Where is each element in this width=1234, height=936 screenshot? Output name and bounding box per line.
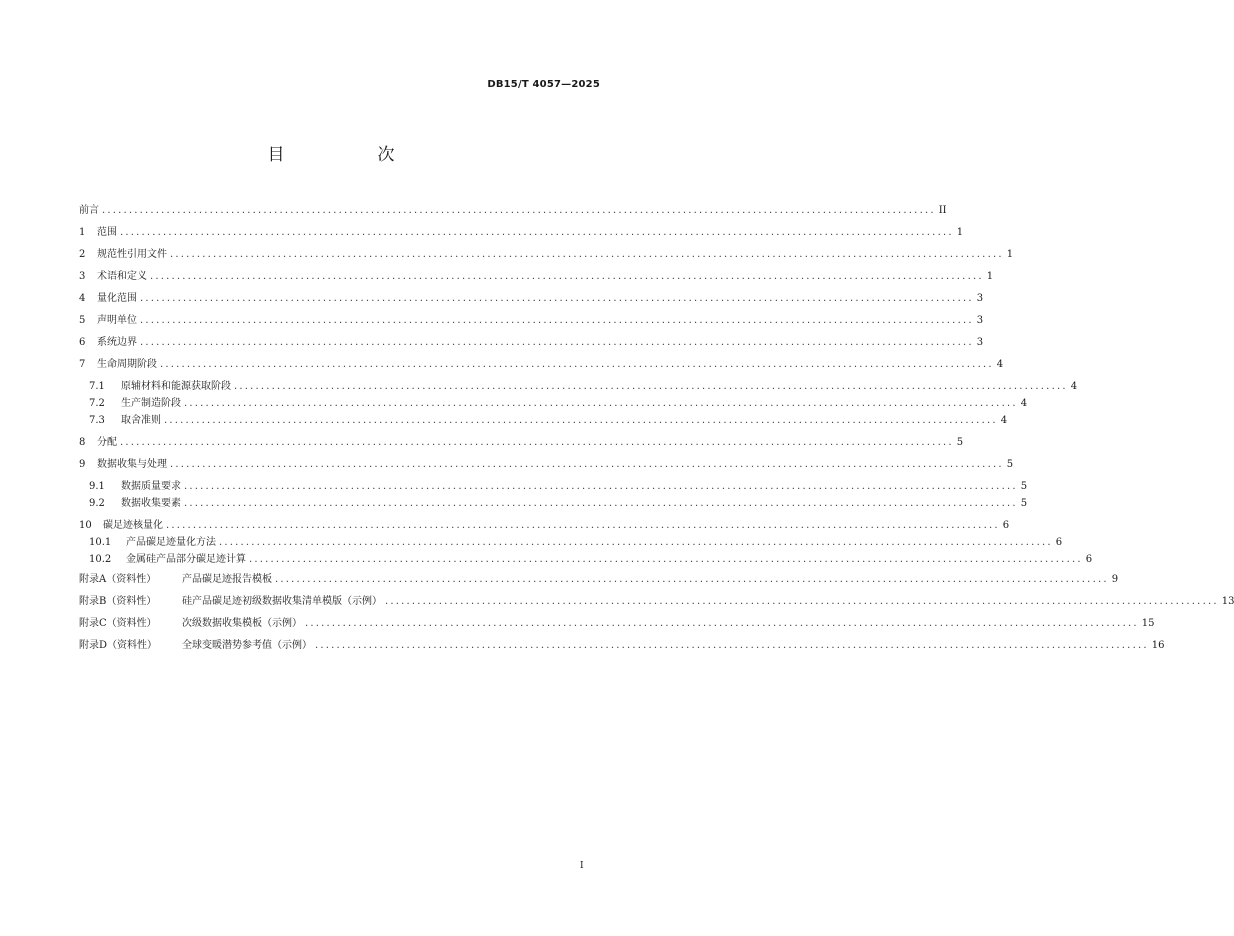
toc-entry-7-1[interactable] bbox=[79, 377, 1078, 394]
toc-leader-dots: ........................................................................................................................................................... bbox=[184, 498, 1018, 509]
toc-entry-9-1[interactable] bbox=[79, 477, 1028, 494]
toc-entry-label: 术语和定义 bbox=[97, 271, 147, 282]
toc-leader-dots: ........................................................................................................................................................... bbox=[120, 437, 954, 448]
toc-entry-label: 前言 bbox=[79, 205, 99, 216]
toc-entry-label: 数据收集要素 bbox=[121, 498, 181, 509]
toc-leader-dots: ........................................................................................................................................................... bbox=[184, 398, 1018, 409]
toc-entry-label: 声明单位 bbox=[97, 315, 137, 326]
toc-leader-dots: ........................................................................................................................................................... bbox=[140, 315, 974, 326]
toc-entry-page: 5 bbox=[1006, 459, 1014, 470]
toc-leader-dots: ........................................................................................................................................................... bbox=[249, 554, 1083, 565]
toc-entry-number: 5 bbox=[79, 315, 86, 326]
toc-entry-label: 分配 bbox=[97, 437, 117, 448]
toc-entry-number: 4 bbox=[79, 293, 86, 304]
toc-entry-page: 4 bbox=[1020, 398, 1028, 409]
toc-leader-dots: ........................................................................................................................................................... bbox=[315, 640, 1149, 651]
toc-entry-number: 2 bbox=[79, 249, 86, 260]
toc-entry-page: 1 bbox=[1006, 249, 1014, 260]
toc-entry-7[interactable] bbox=[79, 355, 1004, 377]
toc-entry-number: 7.2 bbox=[89, 398, 105, 409]
toc-entry-label: 生产制造阶段 bbox=[121, 398, 181, 409]
toc-entry-page: 1 bbox=[986, 271, 994, 282]
toc-entry-page: 16 bbox=[1151, 640, 1165, 651]
toc-entry-label: 数据收集与处理 bbox=[97, 459, 167, 470]
toc-entry-page: 3 bbox=[976, 337, 984, 348]
toc-entry-appendix-a[interactable] bbox=[79, 570, 1119, 592]
toc-entry-page: 15 bbox=[1141, 618, 1155, 629]
toc-entry-10-2[interactable] bbox=[79, 550, 1093, 570]
toc-entry-number: 10.2 bbox=[89, 554, 112, 565]
toc-leader-dots: ........................................................................................................................................................... bbox=[219, 537, 1053, 548]
toc-entry-page: 5 bbox=[1020, 498, 1028, 509]
toc-entry-label: 金属硅产品部分碳足迹计算 bbox=[126, 554, 246, 565]
toc-leader-dots: ........................................................................................................................................................... bbox=[160, 359, 994, 370]
toc-entry-number: 附录D（资料性） bbox=[79, 640, 158, 651]
toc-entry-7-2[interactable] bbox=[79, 394, 1028, 411]
toc-entry-label: 数据质量要求 bbox=[121, 481, 181, 492]
toc-entry-9[interactable] bbox=[79, 455, 1014, 477]
toc-entry-page: 3 bbox=[976, 293, 984, 304]
toc-entry-appendix-b[interactable] bbox=[79, 592, 1234, 614]
toc-entry-page: 5 bbox=[956, 437, 964, 448]
toc-entry-number: 附录C（资料性） bbox=[79, 618, 157, 629]
toc-entry-label: 产品碳足迹报告模板 bbox=[182, 574, 272, 585]
toc-entry-label: 硅产品碳足迹初级数据收集清单模版（示例） bbox=[182, 596, 382, 607]
toc-entry-number: 10.1 bbox=[89, 537, 112, 548]
toc-entry-page: 9 bbox=[1111, 574, 1119, 585]
toc-entry-number: 3 bbox=[79, 271, 86, 282]
toc-entry-page: 4 bbox=[1000, 415, 1008, 426]
toc-entry-page: 3 bbox=[976, 315, 984, 326]
toc-entry-number: 8 bbox=[79, 437, 86, 448]
toc-leader-dots: ........................................................................................................................................................... bbox=[184, 481, 1018, 492]
toc-entry-label: 次级数据收集模板（示例） bbox=[182, 618, 302, 629]
toc-entry-page: 6 bbox=[1085, 554, 1093, 565]
toc-entry-appendix-c[interactable] bbox=[79, 614, 1155, 636]
toc-entry-10-1[interactable] bbox=[79, 533, 1063, 550]
toc-leader-dots: ........................................................................................................................................................... bbox=[140, 293, 974, 304]
table-of-contents bbox=[79, 201, 1234, 658]
toc-entry-10[interactable] bbox=[79, 516, 1010, 533]
toc-leader-dots: ........................................................................................................................................................... bbox=[234, 381, 1068, 392]
toc-leader-dots: ........................................................................................................................................................... bbox=[170, 459, 1004, 470]
toc-entry-label: 生命周期阶段 bbox=[97, 359, 157, 370]
toc-entry-6[interactable] bbox=[79, 333, 984, 355]
toc-entry-label: 产品碳足迹量化方法 bbox=[126, 537, 216, 548]
toc-entry-foreword[interactable] bbox=[79, 201, 947, 223]
toc-entry-page: 5 bbox=[1020, 481, 1028, 492]
toc-leader-dots: ........................................................................................................................................................... bbox=[305, 618, 1139, 629]
toc-entry-label: 量化范围 bbox=[97, 293, 137, 304]
toc-entry-8[interactable] bbox=[79, 433, 964, 455]
toc-entry-page: 4 bbox=[996, 359, 1004, 370]
toc-entry-4[interactable] bbox=[79, 289, 984, 311]
toc-entry-number: 9 bbox=[79, 459, 86, 470]
toc-entry-appendix-d[interactable] bbox=[79, 636, 1165, 658]
toc-entry-number: 附录A（资料性） bbox=[79, 574, 157, 585]
toc-entry-label: 原辅材料和能源获取阶段 bbox=[121, 381, 231, 392]
toc-entry-number: 附录B（资料性） bbox=[79, 596, 157, 607]
toc-entry-5[interactable] bbox=[79, 311, 984, 333]
toc-entry-number: 9.1 bbox=[89, 481, 105, 492]
toc-leader-dots: ........................................................................................................................................................... bbox=[140, 337, 974, 348]
toc-entry-page: 4 bbox=[1070, 381, 1078, 392]
toc-entry-page: 13 bbox=[1221, 596, 1234, 607]
toc-entry-label: 系统边界 bbox=[97, 337, 137, 348]
toc-leader-dots: ........................................................................................................................................................... bbox=[150, 271, 984, 282]
toc-entry-label: 碳足迹核量化 bbox=[103, 520, 163, 531]
toc-entry-number: 9.2 bbox=[89, 498, 105, 509]
toc-entry-page: 6 bbox=[1002, 520, 1010, 531]
toc-entry-7-3[interactable] bbox=[79, 411, 1008, 433]
toc-entry-number: 7.3 bbox=[89, 415, 105, 426]
toc-leader-dots: ........................................................................................................................................................... bbox=[166, 520, 1000, 531]
document-code: DB15/T 4057—2025 bbox=[487, 79, 600, 90]
toc-entry-number: 7.1 bbox=[89, 381, 105, 392]
toc-entry-page: 6 bbox=[1055, 537, 1063, 548]
page-title: 目 次 bbox=[267, 145, 433, 165]
page-number: I bbox=[580, 861, 584, 871]
toc-entry-1[interactable] bbox=[79, 223, 964, 245]
toc-entry-number: 7 bbox=[79, 359, 86, 370]
toc-entry-3[interactable] bbox=[79, 267, 994, 289]
toc-leader-dots: ........................................................................................................................................................... bbox=[275, 574, 1109, 585]
toc-leader-dots: ........................................................................................................................................................... bbox=[164, 415, 998, 426]
toc-entry-number: 10 bbox=[79, 520, 92, 531]
toc-entry-number: 6 bbox=[79, 337, 86, 348]
toc-entry-page: II bbox=[938, 205, 947, 216]
toc-leader-dots: ........................................................................................................................................................... bbox=[102, 205, 936, 216]
toc-leader-dots: ........................................................................................................................................................... bbox=[170, 249, 1004, 260]
toc-entry-label: 全球变暖潜势参考值（示例） bbox=[182, 640, 312, 651]
toc-entry-label: 规范性引用文件 bbox=[97, 249, 167, 260]
toc-entry-2[interactable] bbox=[79, 245, 1014, 267]
toc-leader-dots: ........................................................................................................................................................... bbox=[385, 596, 1219, 607]
toc-leader-dots: ........................................................................................................................................................... bbox=[120, 227, 954, 238]
toc-entry-number: 1 bbox=[79, 227, 86, 238]
toc-entry-page: 1 bbox=[956, 227, 964, 238]
toc-entry-label: 范围 bbox=[97, 227, 117, 238]
toc-entry-9-2[interactable] bbox=[79, 494, 1028, 516]
toc-entry-label: 取舍准则 bbox=[121, 415, 161, 426]
